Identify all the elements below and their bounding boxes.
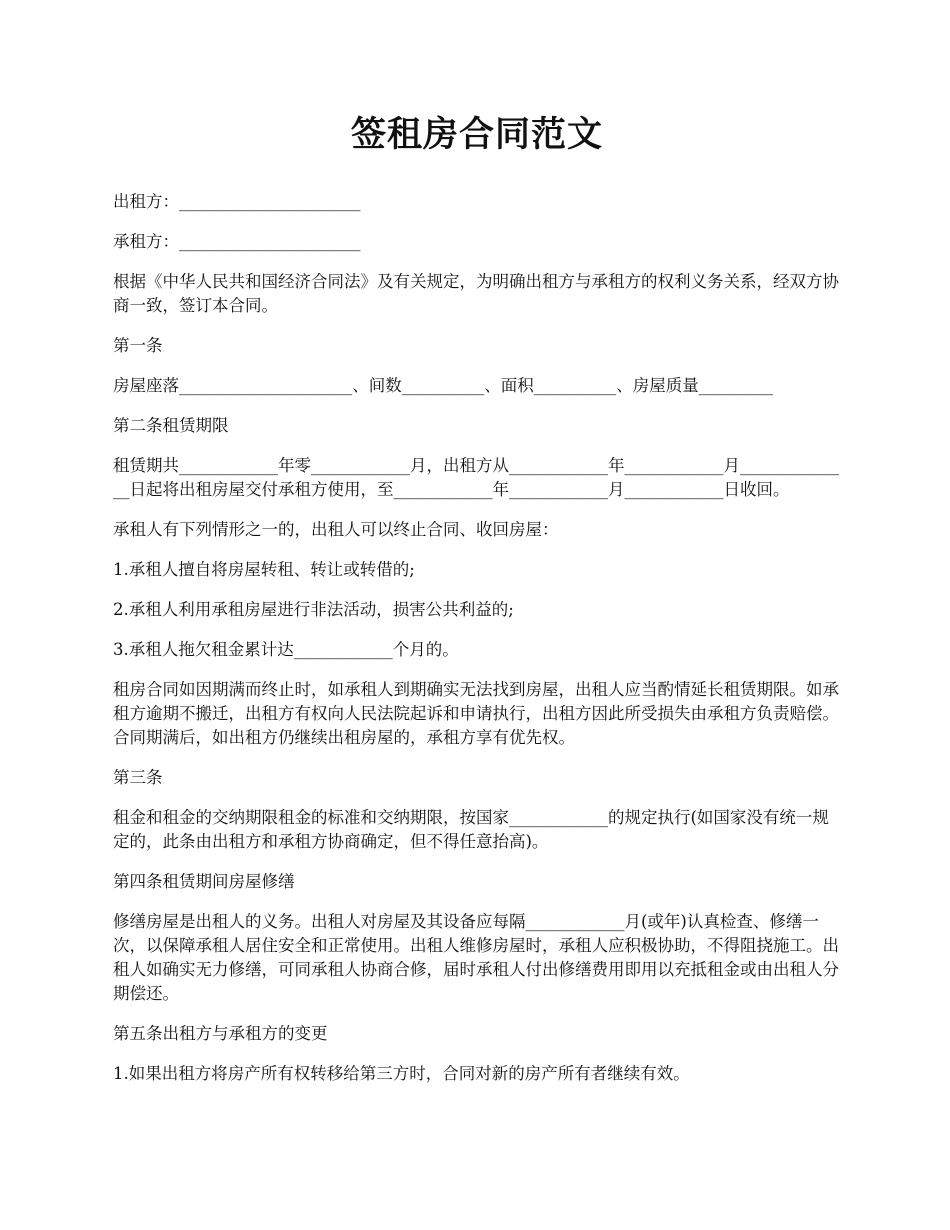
- article-5-heading: 第五条出租方与承租方的变更: [113, 1024, 328, 1043]
- termination-item-2: 2.承租人利用承租房屋进行非法活动，损害公共利益的;: [113, 600, 514, 619]
- article-5-item-1: 1.如果出租方将房产所有权转移给第三方时，合同对新的房产所有者继续有效。: [113, 1064, 690, 1083]
- article-1-body: 房屋座落_____________________、间数__________、面积__________、房屋质量_________: [113, 376, 773, 395]
- preamble-paragraph: 根据《中华人民共和国经济合同法》及有关规定，为明确出租方与承租方的权利义务关系，经双方协商一致，签订本合同。: [113, 272, 839, 315]
- termination-intro: 承租人有下列情形之一的，出租人可以终止合同、收回房屋：: [113, 520, 559, 539]
- lessee-line: 承租方：______________________: [113, 232, 361, 251]
- document-page: [113, 110, 841, 1102]
- article-4-body: 修缮房屋是出租人的义务。出租人对房屋及其设备应每隔____________月(或年)认真检查、修缮一次，以保障承租人居住安全和正常使用。出租人维修房屋时，承租人应积极协助，不得阻挠施工。出租人如确实无力修缮，可同承租人协商合修，届时承租人付出修缮费用即用以充抵租金或由出租人分期偿还。: [113, 912, 839, 1003]
- article-1-heading: 第一条: [113, 336, 163, 355]
- article-3-body: 租金和租金的交纳期限租金的标准和交纳期限，按国家____________的规定执行(如国家没有统一规定的，此条由出租方和承租方协商确定，但不得任意抬高)。: [113, 808, 829, 851]
- termination-item-3: 3.承租人拖欠租金累计达____________个月的。: [113, 640, 459, 659]
- article-3-heading: 第三条: [113, 768, 163, 787]
- expiry-paragraph: 租房合同如因期满而终止时，如承租人到期确实无法找到房屋，出租人应当酌情延长租赁期限。如承租方逾期不搬迁，出租方有权向人民法院起诉和申请执行，出租方因此所受损失由承租方负责赔偿。合同期满后，如出租方仍继续出租房屋的，承租方享有优先权。: [113, 680, 839, 747]
- article-4-heading: 第四条租赁期间房屋修缮: [113, 872, 295, 891]
- document-title: 签租房合同范文: [350, 114, 603, 155]
- termination-item-1: 1.承租人擅自将房屋转租、转让或转借的;: [113, 560, 415, 579]
- lessor-line: 出租方：______________________: [113, 192, 361, 211]
- article-2-body: 租赁期共____________年零____________月，出租方从____________年____________月______________日起将出租房屋交付承租方使用，至____________年____________月____________日收回。: [113, 456, 839, 499]
- article-2-heading: 第二条租赁期限: [113, 416, 229, 435]
